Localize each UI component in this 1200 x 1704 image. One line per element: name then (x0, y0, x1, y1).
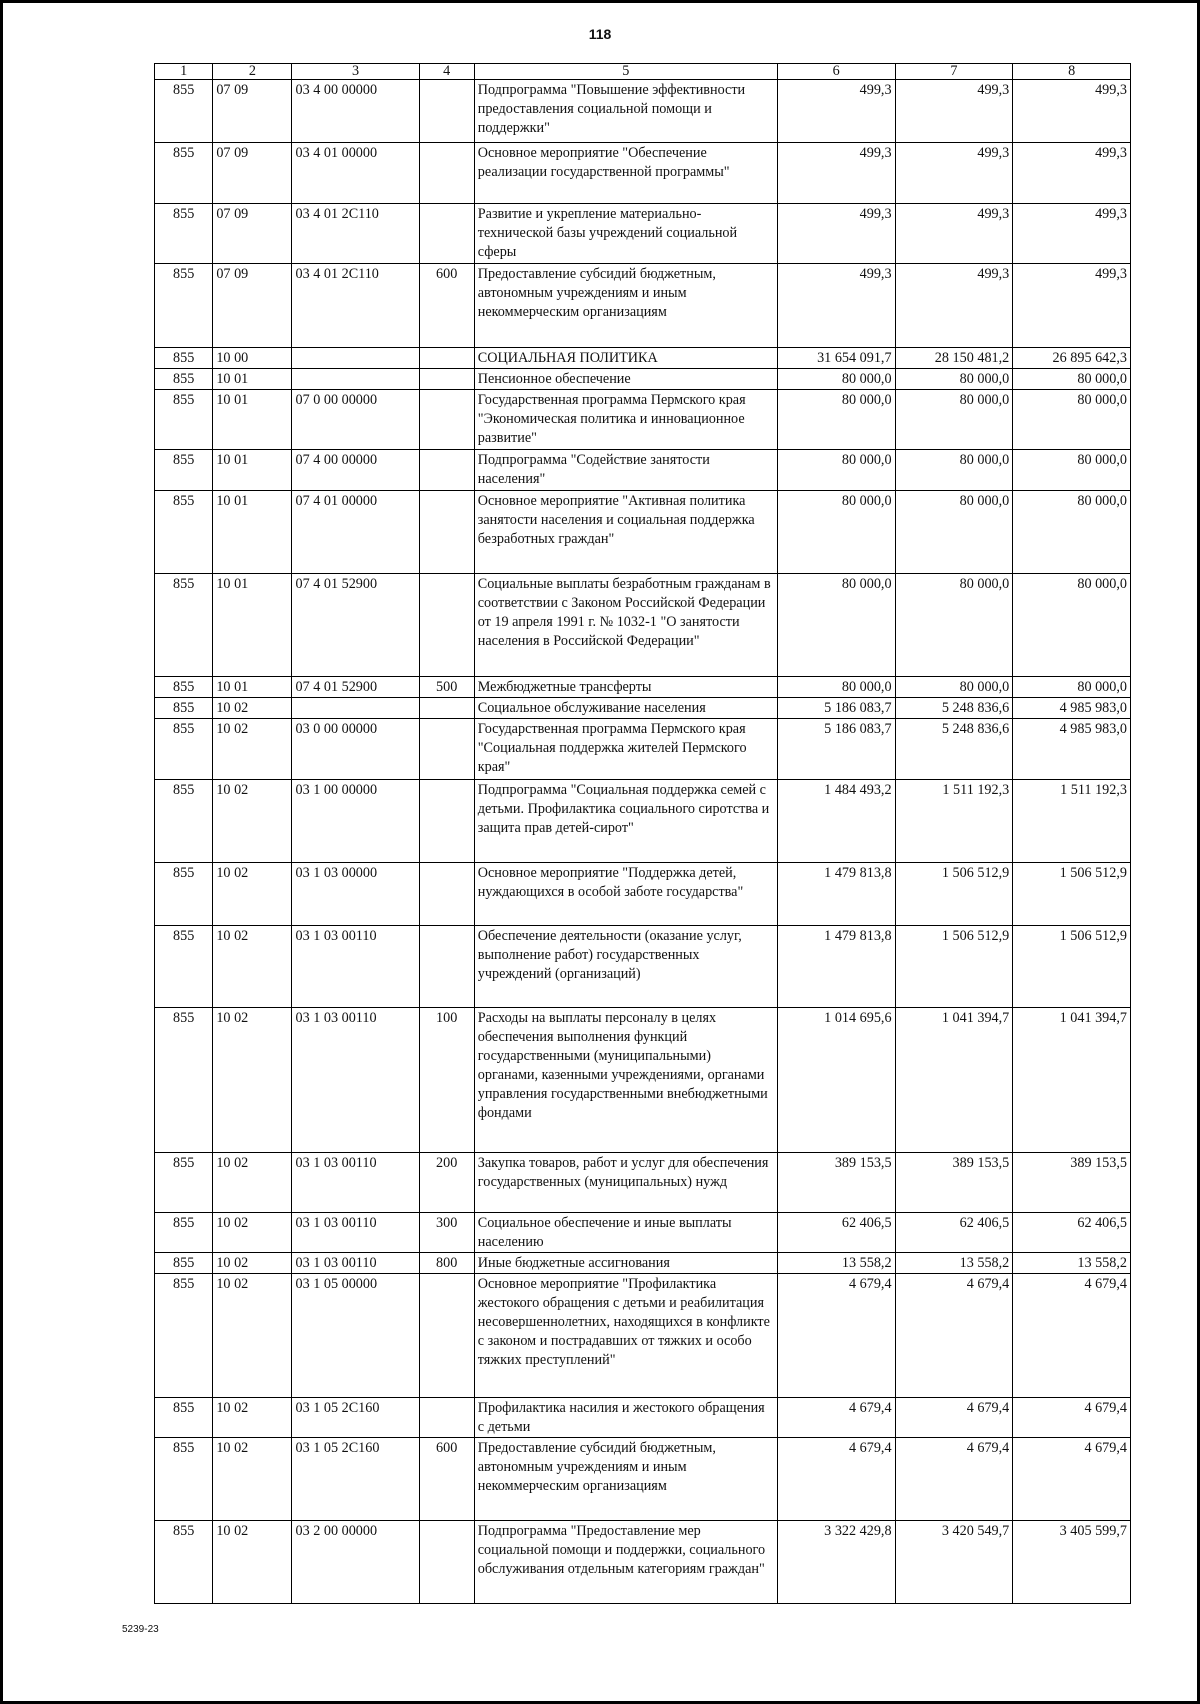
section-code-cell: 07 09 (213, 264, 292, 348)
amount-col6-cell: 62 406,5 (777, 1213, 895, 1253)
amount-col7-cell: 80 000,0 (895, 491, 1013, 574)
amount-col7-cell: 5 248 836,6 (895, 698, 1013, 719)
expense-type-cell (419, 348, 474, 369)
target-article-cell (292, 369, 419, 390)
target-article-cell (292, 698, 419, 719)
expense-type-cell (419, 1274, 474, 1398)
table-row (155, 264, 1131, 348)
admin-code-cell: 855 (155, 491, 213, 574)
amount-col6-cell: 4 679,4 (777, 1398, 895, 1438)
table-row (155, 574, 1131, 677)
table-row (155, 698, 1131, 719)
amount-col8-cell: 499,3 (1013, 80, 1131, 143)
table-row (155, 1398, 1131, 1438)
amount-col8-cell: 1 511 192,3 (1013, 780, 1131, 863)
admin-code-cell: 855 (155, 143, 213, 204)
table-row (155, 450, 1131, 491)
description-cell: Подпрограмма "Предоставление мер социальной помощи и поддержки, социального обслуживания отдельным категориям граждан" (474, 1521, 777, 1604)
amount-col8-cell: 80 000,0 (1013, 390, 1131, 450)
column-number-row (155, 64, 1131, 80)
amount-col7-cell: 1 041 394,7 (895, 1008, 1013, 1153)
description-cell: Предоставление субсидий бюджетным, автономным учреждениям и иным некоммерческим организациям (474, 1438, 777, 1521)
amount-col7-cell: 80 000,0 (895, 450, 1013, 491)
amount-col8-cell: 4 679,4 (1013, 1274, 1131, 1398)
expense-type-cell: 200 (419, 1153, 474, 1213)
section-code-cell: 10 02 (213, 1008, 292, 1153)
amount-col6-cell: 1 484 493,2 (777, 780, 895, 863)
amount-col7-cell: 499,3 (895, 143, 1013, 204)
admin-code-cell: 855 (155, 80, 213, 143)
expense-type-cell (419, 719, 474, 780)
amount-col8-cell: 1 506 512,9 (1013, 863, 1131, 926)
amount-col7-cell: 3 420 549,7 (895, 1521, 1013, 1604)
target-article-cell: 03 4 00 00000 (292, 80, 419, 143)
column-header: 7 (895, 64, 1013, 80)
amount-col6-cell: 80 000,0 (777, 369, 895, 390)
admin-code-cell: 855 (155, 204, 213, 264)
admin-code-cell: 855 (155, 1153, 213, 1213)
description-cell: Основное мероприятие "Профилактика жестокого обращения с детьми и реабилитация несовершеннолетних, находящихся в конфликте с законом и пострадавших от тяжких и особо тяжких преступлений" (474, 1274, 777, 1398)
admin-code-cell: 855 (155, 677, 213, 698)
expense-type-cell (419, 1521, 474, 1604)
amount-col8-cell: 13 558,2 (1013, 1253, 1131, 1274)
section-code-cell: 10 02 (213, 926, 292, 1008)
amount-col8-cell: 499,3 (1013, 143, 1131, 204)
table-row (155, 1253, 1131, 1274)
expense-type-cell (419, 143, 474, 204)
admin-code-cell: 855 (155, 719, 213, 780)
admin-code-cell: 855 (155, 1398, 213, 1438)
expense-type-cell: 800 (419, 1253, 474, 1274)
amount-col6-cell: 13 558,2 (777, 1253, 895, 1274)
target-article-cell: 03 1 05 2С160 (292, 1398, 419, 1438)
target-article-cell: 07 4 01 52900 (292, 574, 419, 677)
expense-type-cell (419, 1398, 474, 1438)
table-row (155, 143, 1131, 204)
table-row (155, 390, 1131, 450)
amount-col8-cell: 1 041 394,7 (1013, 1008, 1131, 1153)
amount-col7-cell: 28 150 481,2 (895, 348, 1013, 369)
amount-col8-cell: 4 985 983,0 (1013, 698, 1131, 719)
amount-col8-cell: 3 405 599,7 (1013, 1521, 1131, 1604)
amount-col8-cell: 62 406,5 (1013, 1213, 1131, 1253)
table-row (155, 348, 1131, 369)
target-article-cell: 03 4 01 00000 (292, 143, 419, 204)
target-article-cell: 03 1 00 00000 (292, 780, 419, 863)
amount-col8-cell: 389 153,5 (1013, 1153, 1131, 1213)
amount-col7-cell: 1 506 512,9 (895, 926, 1013, 1008)
admin-code-cell: 855 (155, 369, 213, 390)
section-code-cell: 10 02 (213, 780, 292, 863)
table-row (155, 719, 1131, 780)
expense-type-cell (419, 574, 474, 677)
amount-col6-cell: 80 000,0 (777, 574, 895, 677)
section-code-cell: 10 02 (213, 719, 292, 780)
expense-type-cell (419, 450, 474, 491)
amount-col7-cell: 1 511 192,3 (895, 780, 1013, 863)
amount-col7-cell: 80 000,0 (895, 574, 1013, 677)
amount-col8-cell: 4 679,4 (1013, 1398, 1131, 1438)
expense-type-cell (419, 491, 474, 574)
admin-code-cell: 855 (155, 1274, 213, 1398)
amount-col7-cell: 499,3 (895, 80, 1013, 143)
amount-col6-cell: 1 479 813,8 (777, 926, 895, 1008)
amount-col8-cell: 4 985 983,0 (1013, 719, 1131, 780)
amount-col6-cell: 499,3 (777, 264, 895, 348)
amount-col6-cell: 31 654 091,7 (777, 348, 895, 369)
section-code-cell: 10 02 (213, 1253, 292, 1274)
admin-code-cell: 855 (155, 1213, 213, 1253)
table-row (155, 780, 1131, 863)
amount-col7-cell: 13 558,2 (895, 1253, 1013, 1274)
column-header: 5 (474, 64, 777, 80)
description-cell: Основное мероприятие "Поддержка детей, нуждающихся в особой заботе государства" (474, 863, 777, 926)
admin-code-cell: 855 (155, 926, 213, 1008)
amount-col7-cell: 389 153,5 (895, 1153, 1013, 1213)
amount-col6-cell: 80 000,0 (777, 390, 895, 450)
document-code: 5239-23 (122, 1624, 159, 1635)
amount-col8-cell: 499,3 (1013, 204, 1131, 264)
admin-code-cell: 855 (155, 1008, 213, 1153)
admin-code-cell: 855 (155, 574, 213, 677)
description-cell: Межбюджетные трансферты (474, 677, 777, 698)
table-row (155, 491, 1131, 574)
description-cell: Пенсионное обеспечение (474, 369, 777, 390)
description-cell: Социальное обслуживание населения (474, 698, 777, 719)
target-article-cell: 03 4 01 2С110 (292, 264, 419, 348)
admin-code-cell: 855 (155, 348, 213, 369)
amount-col6-cell: 80 000,0 (777, 491, 895, 574)
admin-code-cell: 855 (155, 1438, 213, 1521)
expense-type-cell: 100 (419, 1008, 474, 1153)
target-article-cell: 07 4 00 00000 (292, 450, 419, 491)
amount-col6-cell: 499,3 (777, 80, 895, 143)
amount-col7-cell: 4 679,4 (895, 1274, 1013, 1398)
column-header: 8 (1013, 64, 1131, 80)
amount-col6-cell: 389 153,5 (777, 1153, 895, 1213)
amount-col7-cell: 5 248 836,6 (895, 719, 1013, 780)
table-row (155, 926, 1131, 1008)
expense-type-cell (419, 698, 474, 719)
description-cell: Иные бюджетные ассигнования (474, 1253, 777, 1274)
table-row (155, 204, 1131, 264)
section-code-cell: 10 02 (213, 698, 292, 719)
amount-col6-cell: 5 186 083,7 (777, 719, 895, 780)
target-article-cell: 03 1 05 2С160 (292, 1438, 419, 1521)
description-cell: Социальные выплаты безработным гражданам в соответствии с Законом Российской Федерации от 19 апреля 1991 г. № 1032-1 "О занятости населения в Российской Федерации" (474, 574, 777, 677)
amount-col8-cell: 499,3 (1013, 264, 1131, 348)
expense-type-cell (419, 369, 474, 390)
target-article-cell: 03 2 00 00000 (292, 1521, 419, 1604)
description-cell: Обеспечение деятельности (оказание услуг, выполнение работ) государственных учреждений (организаций) (474, 926, 777, 1008)
section-code-cell: 10 01 (213, 450, 292, 491)
target-article-cell: 07 0 00 00000 (292, 390, 419, 450)
expense-type-cell (419, 780, 474, 863)
budget-table (154, 63, 1131, 1604)
amount-col7-cell: 80 000,0 (895, 390, 1013, 450)
admin-code-cell: 855 (155, 264, 213, 348)
expense-type-cell (419, 390, 474, 450)
table-row (155, 1008, 1131, 1153)
expense-type-cell: 600 (419, 264, 474, 348)
amount-col8-cell: 80 000,0 (1013, 491, 1131, 574)
column-header: 2 (213, 64, 292, 80)
table-row (155, 369, 1131, 390)
amount-col6-cell: 3 322 429,8 (777, 1521, 895, 1604)
amount-col7-cell: 499,3 (895, 204, 1013, 264)
amount-col7-cell: 62 406,5 (895, 1213, 1013, 1253)
description-cell: Подпрограмма "Содействие занятости населения" (474, 450, 777, 491)
section-code-cell: 10 02 (213, 863, 292, 926)
table-row (155, 1521, 1131, 1604)
amount-col7-cell: 80 000,0 (895, 369, 1013, 390)
amount-col7-cell: 4 679,4 (895, 1398, 1013, 1438)
description-cell: Государственная программа Пермского края "Социальная поддержка жителей Пермского края" (474, 719, 777, 780)
expense-type-cell (419, 80, 474, 143)
section-code-cell: 10 02 (213, 1521, 292, 1604)
admin-code-cell: 855 (155, 1521, 213, 1604)
page-number: 118 (588, 26, 612, 42)
description-cell: Социальное обеспечение и иные выплаты населению (474, 1213, 777, 1253)
section-code-cell: 07 09 (213, 204, 292, 264)
section-code-cell: 10 02 (213, 1398, 292, 1438)
target-article-cell: 03 0 00 00000 (292, 719, 419, 780)
amount-col8-cell: 26 895 642,3 (1013, 348, 1131, 369)
expense-type-cell (419, 926, 474, 1008)
expense-type-cell (419, 204, 474, 264)
amount-col6-cell: 499,3 (777, 143, 895, 204)
section-code-cell: 10 00 (213, 348, 292, 369)
amount-col6-cell: 4 679,4 (777, 1274, 895, 1398)
admin-code-cell: 855 (155, 1253, 213, 1274)
amount-col6-cell: 1 014 695,6 (777, 1008, 895, 1153)
section-code-cell: 10 01 (213, 677, 292, 698)
description-cell: Основное мероприятие "Активная политика занятости населения и социальная поддержка безработных граждан" (474, 491, 777, 574)
target-article-cell: 07 4 01 00000 (292, 491, 419, 574)
target-article-cell: 03 1 05 00000 (292, 1274, 419, 1398)
section-code-cell: 10 02 (213, 1153, 292, 1213)
amount-col6-cell: 4 679,4 (777, 1438, 895, 1521)
amount-col8-cell: 80 000,0 (1013, 369, 1131, 390)
amount-col7-cell: 4 679,4 (895, 1438, 1013, 1521)
section-code-cell: 10 01 (213, 491, 292, 574)
amount-col7-cell: 499,3 (895, 264, 1013, 348)
description-cell: Предоставление субсидий бюджетным, автономным учреждениям и иным некоммерческим организациям (474, 264, 777, 348)
amount-col6-cell: 80 000,0 (777, 677, 895, 698)
table-row (155, 1438, 1131, 1521)
target-article-cell (292, 348, 419, 369)
target-article-cell: 03 1 03 00110 (292, 1008, 419, 1153)
column-header: 6 (777, 64, 895, 80)
column-header: 1 (155, 64, 213, 80)
admin-code-cell: 855 (155, 390, 213, 450)
target-article-cell: 03 1 03 00110 (292, 1153, 419, 1213)
expense-type-cell: 500 (419, 677, 474, 698)
column-header: 4 (419, 64, 474, 80)
section-code-cell: 10 01 (213, 390, 292, 450)
expense-type-cell (419, 863, 474, 926)
target-article-cell: 03 1 03 00000 (292, 863, 419, 926)
column-header: 3 (292, 64, 419, 80)
table-row (155, 1153, 1131, 1213)
description-cell: Подпрограмма "Повышение эффективности предоставления социальной помощи и поддержки" (474, 80, 777, 143)
table-row (155, 1213, 1131, 1253)
amount-col6-cell: 499,3 (777, 204, 895, 264)
expense-type-cell: 300 (419, 1213, 474, 1253)
table-row (155, 677, 1131, 698)
target-article-cell: 03 4 01 2С110 (292, 204, 419, 264)
description-cell: Расходы на выплаты персоналу в целях обеспечения выполнения функций государственными (муниципальными) органами, казенными учреждениями, органами управления государственными внебюджетными фондами (474, 1008, 777, 1153)
section-code-cell: 07 09 (213, 143, 292, 204)
amount-col8-cell: 80 000,0 (1013, 574, 1131, 677)
table-row (155, 863, 1131, 926)
expense-type-cell: 600 (419, 1438, 474, 1521)
amount-col6-cell: 80 000,0 (777, 450, 895, 491)
description-cell: Развитие и укрепление материально-технической базы учреждений социальной сферы (474, 204, 777, 264)
section-code-cell: 10 02 (213, 1213, 292, 1253)
amount-col8-cell: 80 000,0 (1013, 450, 1131, 491)
description-cell: Основное мероприятие "Обеспечение реализации государственной программы" (474, 143, 777, 204)
admin-code-cell: 855 (155, 780, 213, 863)
admin-code-cell: 855 (155, 698, 213, 719)
section-code-cell: 10 02 (213, 1274, 292, 1398)
amount-col6-cell: 1 479 813,8 (777, 863, 895, 926)
amount-col8-cell: 1 506 512,9 (1013, 926, 1131, 1008)
table-row (155, 1274, 1131, 1398)
amount-col8-cell: 80 000,0 (1013, 677, 1131, 698)
description-cell: Государственная программа Пермского края "Экономическая политика и инновационное развитие" (474, 390, 777, 450)
description-cell: Профилактика насилия и жестокого обращения с детьми (474, 1398, 777, 1438)
description-cell: СОЦИАЛЬНАЯ ПОЛИТИКА (474, 348, 777, 369)
admin-code-cell: 855 (155, 450, 213, 491)
description-cell: Закупка товаров, работ и услуг для обеспечения государственных (муниципальных) нужд (474, 1153, 777, 1213)
section-code-cell: 10 01 (213, 369, 292, 390)
section-code-cell: 10 01 (213, 574, 292, 677)
section-code-cell: 07 09 (213, 80, 292, 143)
target-article-cell: 03 1 03 00110 (292, 1253, 419, 1274)
amount-col7-cell: 80 000,0 (895, 677, 1013, 698)
amount-col6-cell: 5 186 083,7 (777, 698, 895, 719)
amount-col8-cell: 4 679,4 (1013, 1438, 1131, 1521)
amount-col7-cell: 1 506 512,9 (895, 863, 1013, 926)
target-article-cell: 03 1 03 00110 (292, 926, 419, 1008)
table-row (155, 80, 1131, 143)
target-article-cell: 07 4 01 52900 (292, 677, 419, 698)
target-article-cell: 03 1 03 00110 (292, 1213, 419, 1253)
admin-code-cell: 855 (155, 863, 213, 926)
description-cell: Подпрограмма "Социальная поддержка семей с детьми. Профилактика социального сиротства и защита прав детей-сирот" (474, 780, 777, 863)
section-code-cell: 10 02 (213, 1438, 292, 1521)
